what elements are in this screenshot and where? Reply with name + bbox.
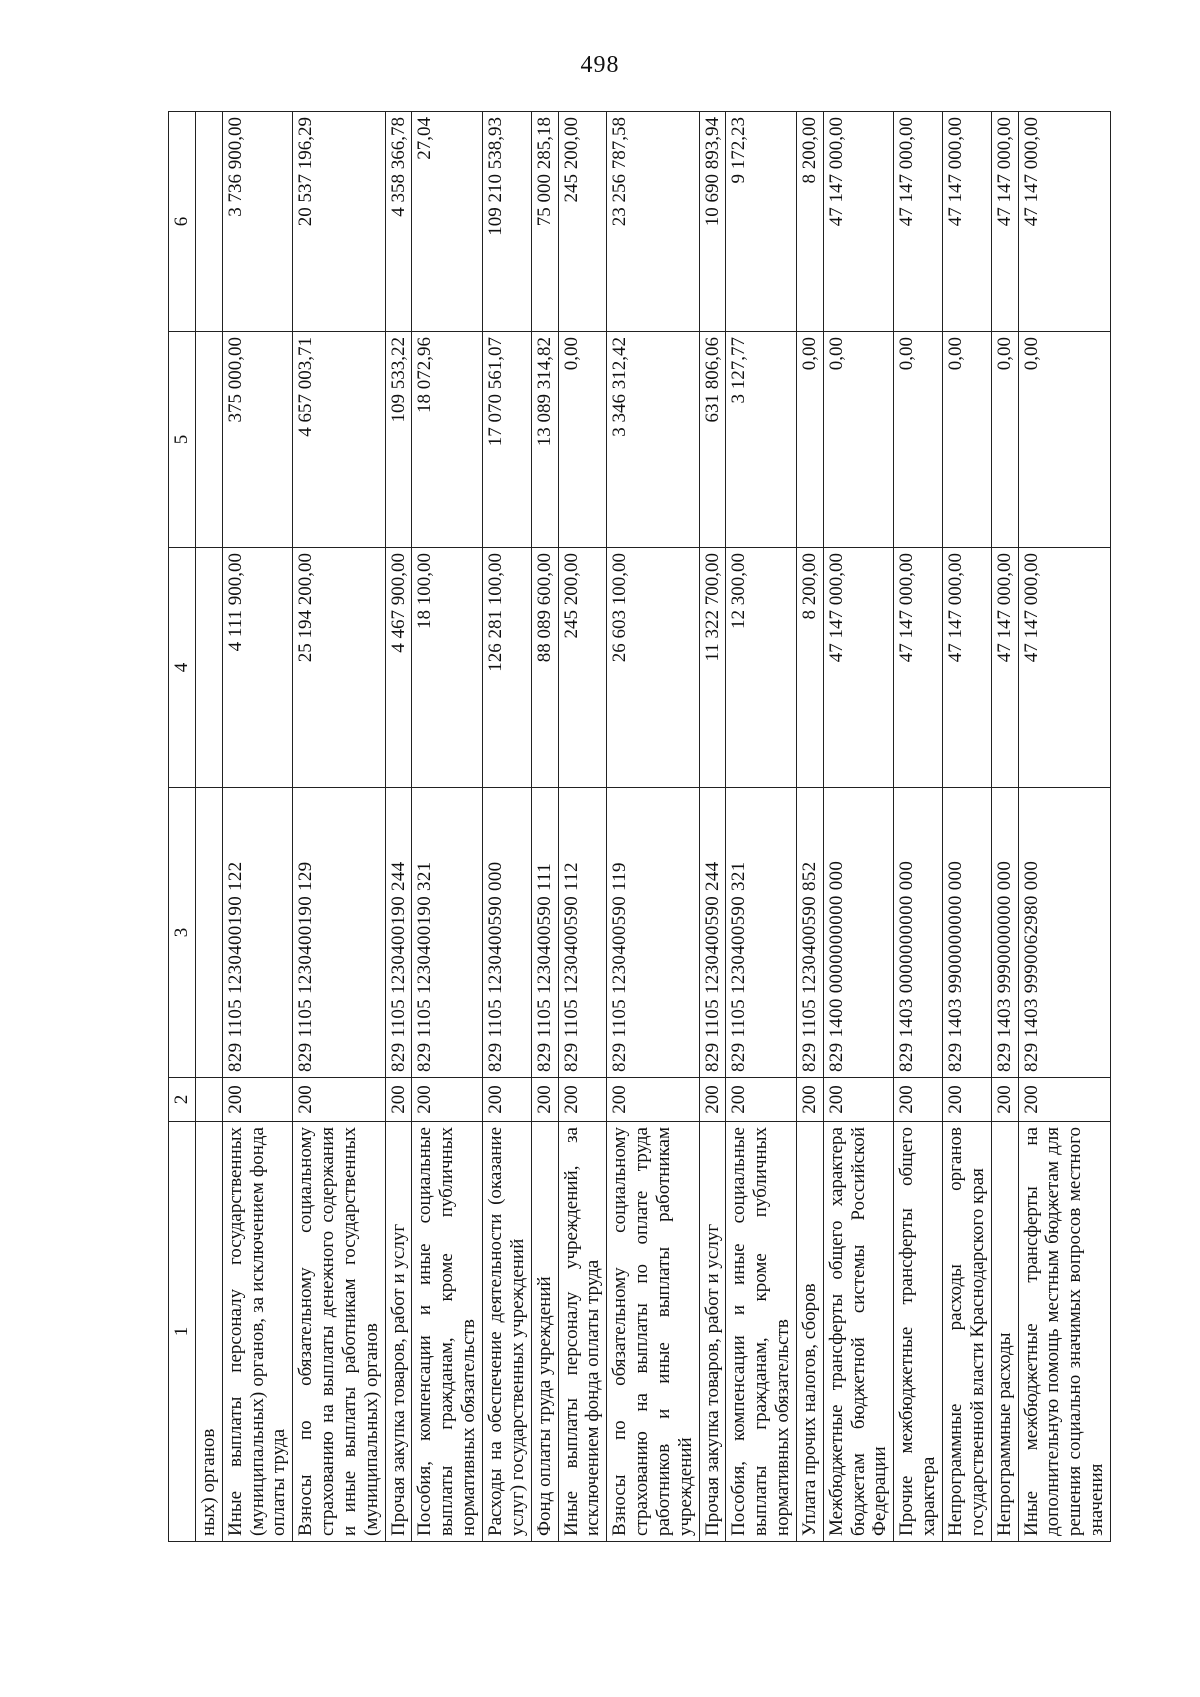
header-col-5: 5 xyxy=(169,332,196,548)
row-remainder-amount-cell: 47 147 000,00 xyxy=(991,112,1018,332)
row-name-cell: Взносы по обязательному социальному страхованию на выплаты денежного содержания и иные выплаты работникам государственных (муниципальных) органов xyxy=(293,1122,385,1542)
row-name-cell: Иные выплаты персоналу учреждений, за исключением фонда оплаты труда xyxy=(558,1122,607,1542)
row-executed-amount-cell: 18 072,96 xyxy=(412,332,483,548)
row-code-cell: 200 xyxy=(482,1078,531,1122)
row-remainder-amount-cell: 245 200,00 xyxy=(558,112,607,332)
row-code-cell: 200 xyxy=(991,1078,1018,1122)
row-executed-amount-cell: 0,00 xyxy=(796,332,823,548)
row-executed-amount-cell: 3 346 312,42 xyxy=(607,332,699,548)
row-remainder-amount-cell: 47 147 000,00 xyxy=(943,112,992,332)
header-col-3: 3 xyxy=(169,788,196,1078)
row-plan-amount-cell xyxy=(195,548,222,788)
table-row xyxy=(412,112,483,1542)
row-remainder-amount-cell: 27,04 xyxy=(412,112,483,332)
rotated-table-container xyxy=(168,112,1108,1542)
table-row xyxy=(699,112,726,1542)
row-kbk-cell: 829 1403 9990000000 000 xyxy=(991,788,1018,1078)
row-plan-amount-cell: 126 281 100,00 xyxy=(482,548,531,788)
row-code-cell: 200 xyxy=(894,1078,943,1122)
row-executed-amount-cell: 0,00 xyxy=(894,332,943,548)
row-remainder-amount-cell: 4 358 366,78 xyxy=(385,112,412,332)
row-plan-amount-cell: 4 111 900,00 xyxy=(222,548,293,788)
row-plan-amount-cell: 11 322 700,00 xyxy=(699,548,726,788)
row-kbk-cell: 829 1105 1230400590 244 xyxy=(699,788,726,1078)
row-kbk-cell: 829 1403 0000000000 000 xyxy=(894,788,943,1078)
row-kbk-cell: 829 1400 0000000000 000 xyxy=(823,788,894,1078)
row-remainder-amount-cell: 47 147 000,00 xyxy=(1018,112,1110,332)
row-plan-amount-cell: 47 147 000,00 xyxy=(894,548,943,788)
row-kbk-cell xyxy=(195,788,222,1078)
row-name-cell: Иные выплаты персоналу государственных (муниципальных) органов, за исключением фонда оплаты труда xyxy=(222,1122,293,1542)
row-plan-amount-cell: 26 603 100,00 xyxy=(607,548,699,788)
row-executed-amount-cell: 3 127,77 xyxy=(726,332,797,548)
header-col-1: 1 xyxy=(169,1122,196,1542)
row-name-cell: Пособия, компенсации и иные социальные выплаты гражданам, кроме публичных нормативных обязательств xyxy=(412,1122,483,1542)
row-code-cell: 200 xyxy=(385,1078,412,1122)
row-name-cell: ных) органов xyxy=(195,1122,222,1542)
row-plan-amount-cell: 47 147 000,00 xyxy=(1018,548,1110,788)
row-plan-amount-cell: 47 147 000,00 xyxy=(943,548,992,788)
row-remainder-amount-cell: 47 147 000,00 xyxy=(894,112,943,332)
row-remainder-amount-cell: 20 537 196,29 xyxy=(293,112,385,332)
row-executed-amount-cell: 4 657 003,71 xyxy=(293,332,385,548)
table-row xyxy=(385,112,412,1542)
row-executed-amount-cell: 13 089 314,82 xyxy=(531,332,558,548)
row-executed-amount-cell xyxy=(195,332,222,548)
table-header-row xyxy=(169,112,196,1542)
row-executed-amount-cell: 0,00 xyxy=(991,332,1018,548)
row-plan-amount-cell: 4 467 900,00 xyxy=(385,548,412,788)
row-executed-amount-cell: 0,00 xyxy=(823,332,894,548)
row-kbk-cell: 829 1105 1230400190 122 xyxy=(222,788,293,1078)
row-executed-amount-cell: 0,00 xyxy=(1018,332,1110,548)
row-remainder-amount-cell: 8 200,00 xyxy=(796,112,823,332)
row-kbk-cell: 829 1403 9990062980 000 xyxy=(1018,788,1110,1078)
row-kbk-cell: 829 1105 1230400590 000 xyxy=(482,788,531,1078)
table-row xyxy=(943,112,992,1542)
header-col-4: 4 xyxy=(169,548,196,788)
row-name-cell: Фонд оплаты труда учреждений xyxy=(531,1122,558,1542)
row-name-cell: Непрограммные расходы xyxy=(991,1122,1018,1542)
row-code-cell: 200 xyxy=(412,1078,483,1122)
table-row xyxy=(726,112,797,1542)
row-code-cell: 200 xyxy=(1018,1078,1110,1122)
row-remainder-amount-cell xyxy=(195,112,222,332)
row-kbk-cell: 829 1105 1230400590 321 xyxy=(726,788,797,1078)
row-kbk-cell: 829 1105 1230400190 244 xyxy=(385,788,412,1078)
row-name-cell: Пособия, компенсации и иные социальные выплаты гражданам, кроме публичных нормативных обязательств xyxy=(726,1122,797,1542)
row-executed-amount-cell: 0,00 xyxy=(943,332,992,548)
row-code-cell: 200 xyxy=(222,1078,293,1122)
row-remainder-amount-cell: 9 172,23 xyxy=(726,112,797,332)
row-code-cell: 200 xyxy=(293,1078,385,1122)
row-name-cell: Иные межбюджетные трансферты на дополнительную помощь местным бюджетам для решения социально значимых вопросов местного значения xyxy=(1018,1122,1110,1542)
row-code-cell: 200 xyxy=(796,1078,823,1122)
table-row xyxy=(531,112,558,1542)
row-name-cell: Прочая закупка товаров, работ и услуг xyxy=(699,1122,726,1542)
table-row xyxy=(823,112,894,1542)
table-row xyxy=(796,112,823,1542)
row-plan-amount-cell: 12 300,00 xyxy=(726,548,797,788)
row-plan-amount-cell: 245 200,00 xyxy=(558,548,607,788)
row-remainder-amount-cell: 75 000 285,18 xyxy=(531,112,558,332)
row-name-cell: Взносы по обязательному социальному страхованию на выплаты по оплате труда работников и иные выплаты работникам учреждений xyxy=(607,1122,699,1542)
table-row xyxy=(293,112,385,1542)
header-col-6: 6 xyxy=(169,112,196,332)
row-remainder-amount-cell: 10 690 893,94 xyxy=(699,112,726,332)
row-remainder-amount-cell: 23 256 787,58 xyxy=(607,112,699,332)
table-row xyxy=(1018,112,1110,1542)
row-plan-amount-cell: 25 194 200,00 xyxy=(293,548,385,788)
row-code-cell: 200 xyxy=(943,1078,992,1122)
table-row xyxy=(991,112,1018,1542)
row-name-cell: Уплата прочих налогов, сборов xyxy=(796,1122,823,1542)
row-code-cell: 200 xyxy=(607,1078,699,1122)
row-plan-amount-cell: 18 100,00 xyxy=(412,548,483,788)
row-code-cell: 200 xyxy=(726,1078,797,1122)
row-remainder-amount-cell: 47 147 000,00 xyxy=(823,112,894,332)
row-kbk-cell: 829 1105 1230400190 129 xyxy=(293,788,385,1078)
budget-execution-table xyxy=(168,111,1111,1542)
row-executed-amount-cell: 17 070 561,07 xyxy=(482,332,531,548)
row-executed-amount-cell: 109 533,22 xyxy=(385,332,412,548)
table-row xyxy=(222,112,293,1542)
row-kbk-cell: 829 1105 1230400590 852 xyxy=(796,788,823,1078)
table-row xyxy=(607,112,699,1542)
row-kbk-cell: 829 1105 1230400590 111 xyxy=(531,788,558,1078)
row-name-cell: Расходы на обеспечение деятельности (оказание услуг) государственных учреждений xyxy=(482,1122,531,1542)
row-plan-amount-cell: 8 200,00 xyxy=(796,548,823,788)
table-body xyxy=(195,112,1110,1542)
row-kbk-cell: 829 1105 1230400590 112 xyxy=(558,788,607,1078)
row-executed-amount-cell: 0,00 xyxy=(558,332,607,548)
row-code-cell: 200 xyxy=(699,1078,726,1122)
table-row xyxy=(894,112,943,1542)
table-row xyxy=(482,112,531,1542)
row-kbk-cell: 829 1105 1230400590 119 xyxy=(607,788,699,1078)
row-code-cell: 200 xyxy=(823,1078,894,1122)
row-name-cell: Прочие межбюджетные трансферты общего характера xyxy=(894,1122,943,1542)
row-kbk-cell: 829 1105 1230400190 321 xyxy=(412,788,483,1078)
row-name-cell: Межбюджетные трансферты общего характера бюджетам бюджетной системы Российской Федерации xyxy=(823,1122,894,1542)
row-name-cell: Прочая закупка товаров, работ и услуг xyxy=(385,1122,412,1542)
row-kbk-cell: 829 1403 9900000000 000 xyxy=(943,788,992,1078)
row-executed-amount-cell: 375 000,00 xyxy=(222,332,293,548)
page-number: 498 xyxy=(580,52,620,78)
row-code-cell xyxy=(195,1078,222,1122)
table-row xyxy=(195,112,222,1542)
row-code-cell: 200 xyxy=(531,1078,558,1122)
row-plan-amount-cell: 88 089 600,00 xyxy=(531,548,558,788)
row-code-cell: 200 xyxy=(558,1078,607,1122)
row-plan-amount-cell: 47 147 000,00 xyxy=(991,548,1018,788)
row-name-cell: Непрограммные расходы органов государственной власти Краснодарского края xyxy=(943,1122,992,1542)
table-row xyxy=(558,112,607,1542)
header-col-2: 2 xyxy=(169,1078,196,1122)
row-executed-amount-cell: 631 806,06 xyxy=(699,332,726,548)
row-plan-amount-cell: 47 147 000,00 xyxy=(823,548,894,788)
row-remainder-amount-cell: 109 210 538,93 xyxy=(482,112,531,332)
row-remainder-amount-cell: 3 736 900,00 xyxy=(222,112,293,332)
